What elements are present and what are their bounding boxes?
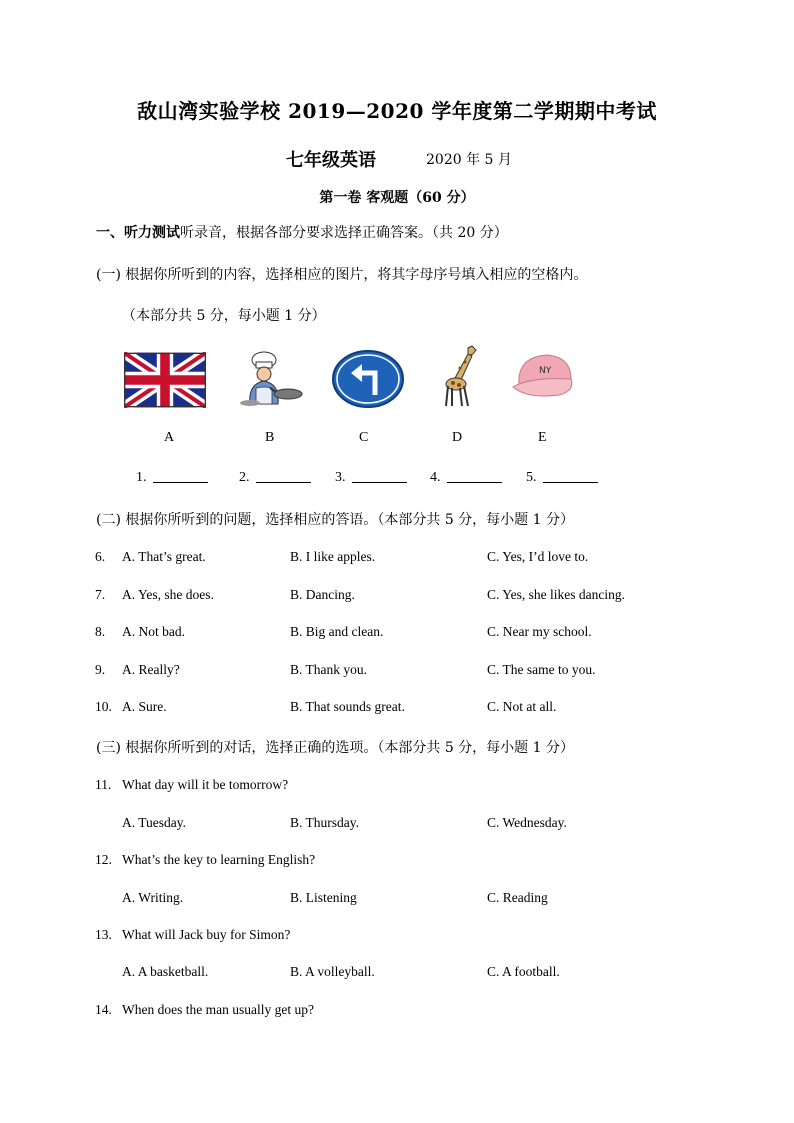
svg-text:NY: NY <box>539 366 552 376</box>
exam-subject: 七年级英语 <box>286 150 376 171</box>
picture-label-b: B <box>265 430 275 445</box>
union-jack-flag-icon <box>124 352 206 408</box>
section-listening-heading <box>96 222 508 242</box>
option-c: C. A football. <box>487 964 560 979</box>
option-c: C. Yes, she likes dancing. <box>487 587 625 602</box>
option-a: A. That’s great. <box>122 549 206 564</box>
picture-label-e: E <box>538 430 547 445</box>
option-c: C. The same to you. <box>487 662 596 677</box>
chef-cooking-icon <box>236 348 312 406</box>
pink-cap-icon <box>509 347 579 403</box>
question-number: 6. <box>95 549 106 564</box>
option-b: B. Dancing. <box>290 587 355 602</box>
question-number: 13. <box>95 927 112 942</box>
option-b: B. Listening <box>290 890 357 905</box>
question-text: What will Jack buy for Simon? <box>122 927 291 942</box>
option-b: B. I like apples. <box>290 549 376 564</box>
question-text: What’s the key to learning English? <box>122 852 316 867</box>
option-c: C. Reading <box>487 890 548 905</box>
part1-note: （本部分共 5 分，每小题 1 分） <box>122 308 326 324</box>
answer-blank-3[interactable]: 3. <box>335 468 407 486</box>
answer-blank-1[interactable]: 1. <box>136 468 208 486</box>
question-number: 8. <box>95 624 106 639</box>
answer-blank-5[interactable]: 5. <box>526 468 598 486</box>
question-number: 7. <box>95 587 106 602</box>
part2-heading: (二) 根据你所听到的问题，选择相应的答语。（本部分共 5 分，每小题 1 分） <box>96 512 574 528</box>
option-b: B. Thank you. <box>290 662 367 677</box>
option-b: B. That sounds great. <box>290 699 405 714</box>
option-c: C. Near my school. <box>487 624 592 639</box>
answer-blank-4[interactable]: 4. <box>430 468 502 486</box>
question-text: When does the man usually get up? <box>122 1002 314 1017</box>
turn-left-sign-icon <box>331 349 405 409</box>
giraffe-icon <box>438 344 482 408</box>
question-number: 10. <box>95 699 112 714</box>
question-text: What day will it be tomorrow? <box>122 777 289 792</box>
question-number: 11. <box>95 777 112 792</box>
exam-date: 2020 年 5 月 <box>426 152 512 168</box>
exam-title: 敌山湾实验学校 2019—2020 学年度第二学期期中考试 <box>137 99 657 123</box>
option-c: C. Yes, I’d love to. <box>487 549 589 564</box>
option-b: B. Big and clean. <box>290 624 384 639</box>
volume-heading: 第一卷 客观题（60 分） <box>319 190 475 206</box>
option-c: C. Not at all. <box>487 699 557 714</box>
option-a: A. Not bad. <box>122 624 185 639</box>
option-a: A. A basketball. <box>122 964 209 979</box>
option-c: C. Wednesday. <box>487 815 567 830</box>
option-a: A. Writing. <box>122 890 184 905</box>
option-a: A. Sure. <box>122 699 167 714</box>
option-a: A. Really? <box>122 662 180 677</box>
picture-label-d: D <box>452 430 463 445</box>
part1-heading: (一) 根据你所听到的内容，选择相应的图片，将其字母序号填入相应的空格内。 <box>96 267 588 283</box>
part3-heading: (三) 根据你所听到的对话，选择正确的选项。（本部分共 5 分，每小题 1 分） <box>96 740 574 756</box>
option-b: B. A volleyball. <box>290 964 375 979</box>
picture-label-c: C <box>359 430 369 445</box>
option-b: B. Thursday. <box>290 815 359 830</box>
option-a: A. Yes, she does. <box>122 587 214 602</box>
section-listening-instructions: 听录音，根据各部分要求选择正确答案。（共 20 分） <box>180 225 508 241</box>
section-listening-label: 一、听力测试 <box>96 225 180 241</box>
question-number: 12. <box>95 852 112 867</box>
picture-label-a: A <box>164 430 175 445</box>
answer-blank-2[interactable]: 2. <box>239 468 311 486</box>
question-number: 9. <box>95 662 106 677</box>
option-a: A. Tuesday. <box>122 815 187 830</box>
question-number: 14. <box>95 1002 112 1017</box>
